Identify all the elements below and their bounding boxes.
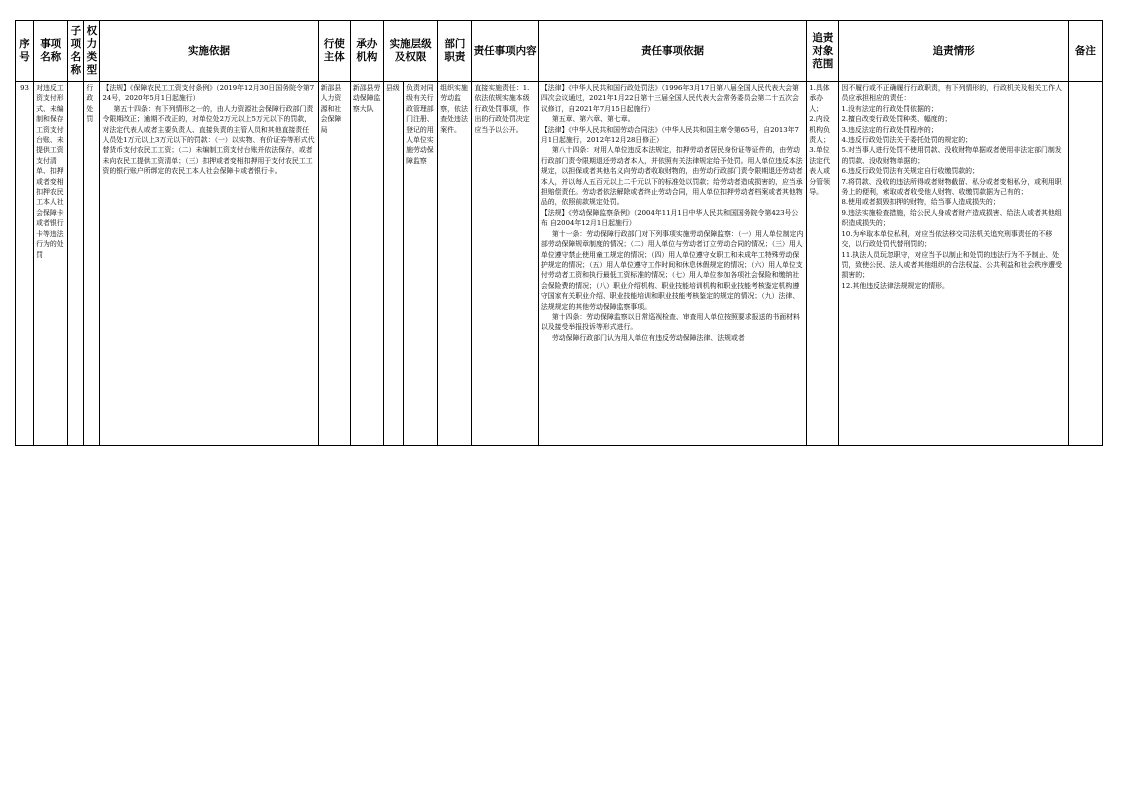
cell-resp-basis	[538, 82, 806, 446]
cell-subject: 新邵县人力资源和社会保障局	[318, 82, 350, 446]
header-item-name: 事项名称	[34, 21, 68, 82]
circ-item: 1.没有法定的行政处罚依据的；	[841, 104, 938, 113]
cell-sub-item	[68, 82, 84, 446]
circ-intro: 因不履行或不正确履行行政职责，有下列情形的，行政机关及相关工作人员应承担相应的责任：	[841, 84, 1062, 103]
header-basis: 实施依据	[100, 21, 318, 82]
circ-item: 5.对当事人进行处罚不使用罚款、没收财物单据或者使用非法定部门制发的罚款、没收财物单据的；	[841, 146, 1062, 165]
header-resp-basis: 责任事项依据	[538, 21, 806, 82]
resp-basis-law-3-continued: 劳动保障行政部门认为用人单位有违反劳动保障法律、法规或者	[551, 333, 745, 342]
circ-item: 2.擅自改变行政处罚种类、幅度的；	[841, 115, 952, 124]
target-item: 2.内设机构负责人；	[809, 115, 830, 145]
header-sub-item: 子项名称	[68, 21, 84, 82]
header-circumstances: 追责情形	[839, 21, 1068, 82]
cell-org: 新邵县劳动保障监察大队	[350, 82, 383, 446]
header-subject: 行使主体	[318, 21, 350, 82]
circ-item: 12.其他违反法律法规规定的情形。	[841, 281, 949, 290]
circ-item: 8.使用或者损毁扣押的财物，给当事人造成损失的；	[841, 198, 1000, 207]
cell-power-type: 行政处罚	[84, 82, 100, 446]
cell-resp-content: 直接实施责任：1.依法依规实施本级行政处罚事项，作出的行政处罚决定应当予以公开。	[472, 82, 538, 446]
resp-basis-law-1-chapters: 第五章、第六章、第七章。	[551, 115, 635, 124]
circ-item: 7.将罚款、没收的违法所得或者财物截留、私分或者变相私分，或利用职务上的便利，索取或者收受他人财物、收缴罚款据为己有的；	[841, 177, 1062, 197]
resp-basis-law-2-article: 第八十四条：对用人单位违反本法规定，扣押劳动者居民身份证等证件的，由劳动行政部门责令限期退还劳动者本人，并依照有关法律规定给予处罚。用人单位违反本法规定，以担保或者其他名义向劳动者收取财物的，由劳动行政部门责令限期退还劳动者本人，并以每人五百元以上二千元以下的标准处以罚款；给劳动者造成损害的，应当承担赔偿责任。劳动者依法解除或者终止劳动合同，用人单位扣押劳动者档案或者其他物品的，依照前款规定处罚。	[540, 146, 803, 207]
header-power-type: 权力类型	[84, 21, 100, 82]
cell-item-name: 对违反工资支付形式、未编制和保存工资支付台账、未提供工资支付清单、扣押或者变相扣押农民工本人社会保障卡或者银行卡等违法行为的处罚	[34, 82, 68, 446]
cell-level: 县级	[383, 82, 403, 446]
header-dept-duty: 部门职责	[438, 21, 472, 82]
circ-item: 10.为牟取本单位私利，对应当依法移交司法机关追究刑事责任的不移交，以行政处罚代替刑罚的；	[841, 229, 1053, 249]
header-row	[16, 21, 1103, 82]
header-org: 承办机构	[350, 21, 383, 82]
circ-item: 6.违反行政处罚法有关规定自行收缴罚款的；	[841, 167, 979, 176]
resp-basis-law-3-article-14: 第十四条：劳动保障监察以日常巡视检查、审查用人单位按照要求报送的书面材料以及接受举报投诉等形式进行。	[540, 312, 800, 332]
resp-basis-law-1: 【法律】《中华人民共和国行政处罚法》（1996年3月17日第八届全国人民代表大会第四次会议通过，2021年1月22日第十三届全国人民代表大会常务委员会第二十五次会议修订，自2021年7月15日起施行）	[540, 84, 799, 113]
header-resp-content: 责任事项内容	[472, 21, 538, 82]
header-level: 实施层级及权限	[383, 21, 437, 82]
cell-note	[1068, 82, 1102, 446]
target-item: 1.具体承办人；	[809, 84, 830, 113]
header-seq: 序号	[16, 21, 34, 82]
power-list-table	[15, 20, 1103, 446]
basis-title: 【法规】《保障农民工工资支付条例》（2019年12月30日国务院令第724号，2020年5月1日起施行）	[102, 84, 315, 103]
cell-basis	[100, 82, 318, 446]
resp-basis-law-3: 【法规】《劳动保障监察条例》（2004年11月1日中华人民共和国国务院令第423号公布 自2004年12月1日起施行）	[540, 208, 799, 228]
table-row	[16, 82, 1103, 446]
header-target: 追责对象范围	[807, 21, 839, 82]
circ-item: 11.执法人员玩忽职守，对应当予以制止和处罚的违法行为不予制止、处罚，致使公民、法人或者其他组织的合法权益、公共利益和社会秩序遭受损害的；	[841, 250, 1062, 280]
resp-basis-law-2: 【法律】《中华人民共和国劳动合同法》（中华人民共和国主席令第65号，自2013年7月1日起施行，2012年12月28日修正）	[540, 125, 799, 145]
header-note: 备注	[1068, 21, 1102, 82]
circ-item: 4.违反行政处罚法关于委托处罚的规定的；	[841, 136, 973, 145]
cell-power-scope: 负责对同级有关行政管理部门注册、登记的用人单位实施劳动保障监察	[404, 82, 438, 446]
basis-article: 第五十四条：有下列情形之一的，由人力资源社会保障行政部门责令限期改正；逾期不改正的，对单位处2万元以上5万元以下的罚款，对法定代表人或者主要负责人、直接负责的主管人员和其他直接责任人员处1万元以上3万元以下的罚款：（一）以实物、有价证券等形式代替货币支付农民工工资；（二）未编制工资支付台账并依法保存，或者未向农民工提供工资清单；（三）扣押或者变相扣押用于支付农民工工资的银行账户所绑定的农民工本人社会保障卡或者银行卡。	[102, 104, 315, 176]
resp-basis-law-3-article-11: 第十一条：劳动保障行政部门对下列事项实施劳动保障监察：（一）用人单位制定内部劳动保障规章制度的情况；（二）用人单位与劳动者订立劳动合同的情况；（三）用人单位遵守禁止使用童工规定的情况；（四）用人单位遵守女职工和未成年工特殊劳动保护规定的情况；（五）用人单位遵守工作时间和休息休假规定的情况；（六）用人单位支付劳动者工资和执行最低工资标准的情况；（七）用人单位参加各项社会保险和缴纳社会保险费的情况；（八）职业介绍机构、职业技能培训机构和职业技能考核鉴定机构遵守国家有关职业介绍、职业技能培训和职业技能考核鉴定的规定的情况；（九）法律、法规规定的其他劳动保障监察事项。	[540, 229, 804, 311]
cell-dept-duty: 组织实施劳动监察，依法查处违法案件。	[438, 82, 472, 446]
cell-target	[807, 82, 839, 446]
circ-item: 9.违法实施检查措施，给公民人身或者财产造成损害、给法人或者其他组织造成损失的；	[841, 208, 1062, 228]
cell-circumstances	[839, 82, 1068, 446]
circ-item: 3.违反法定的行政处罚程序的；	[841, 125, 938, 134]
cell-seq: 93	[16, 82, 34, 446]
target-item: 3.单位法定代表人或分管领导。	[809, 146, 830, 197]
